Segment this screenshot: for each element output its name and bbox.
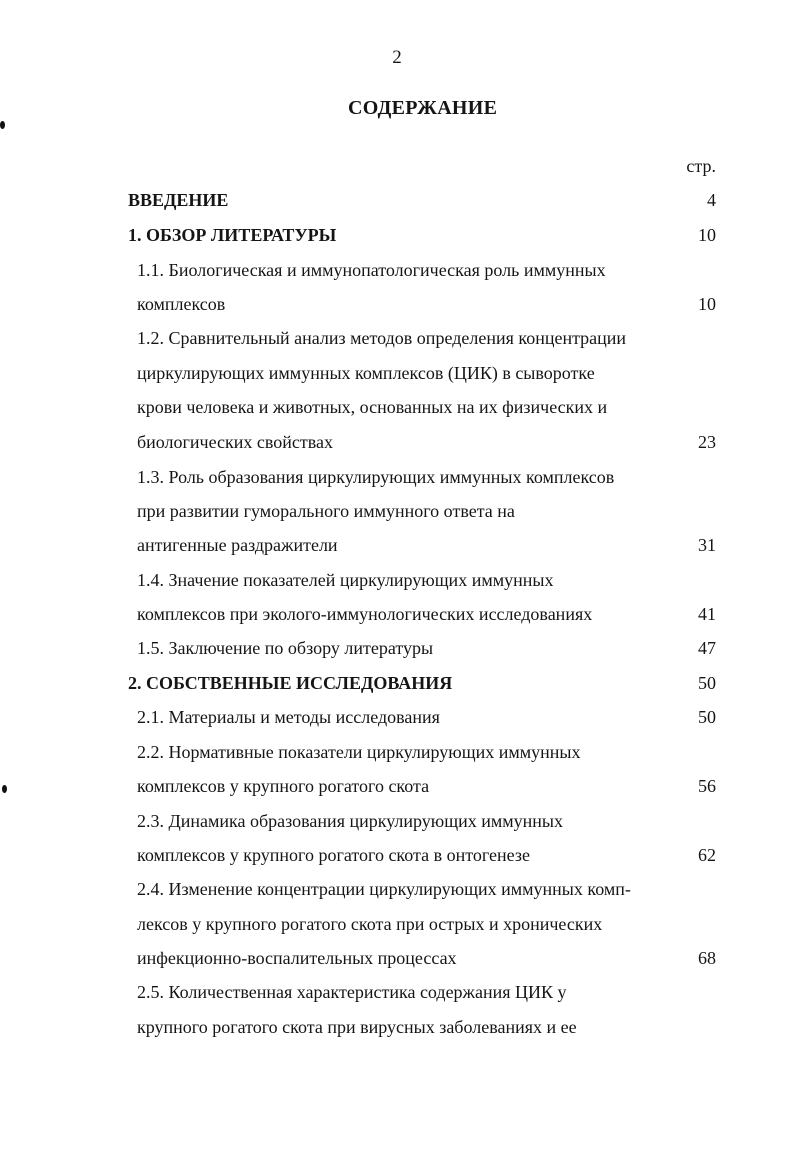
toc-line: комплексов при эколого-иммунологических исследованиях <box>137 604 593 624</box>
toc-section-title: ВВЕДЕНИЕ <box>128 190 229 210</box>
toc-line: при развитии гуморального иммунного ответа на <box>137 501 515 521</box>
toc-line: 1.5. Заключение по обзору литературы <box>137 638 434 658</box>
toc-line: 2.1. Материалы и методы исследования <box>137 707 440 727</box>
toc-section-title: 1. ОБЗОР ЛИТЕРАТУРЫ <box>128 225 337 245</box>
toc-line: биологических свойствах <box>137 432 334 452</box>
toc-line: лексов у крупного рогатого скота при острых и хронических <box>137 914 603 934</box>
toc-section-title: 2. СОБСТВЕННЫЕ ИССЛЕДОВАНИЯ <box>128 673 453 693</box>
page-title: СОДЕРЖАНИЕ <box>348 97 498 119</box>
page-number: 2 <box>392 47 402 68</box>
toc-page-number: 56 <box>698 776 716 796</box>
toc-page-number: 31 <box>698 535 716 555</box>
toc-page-number: 4 <box>707 190 716 210</box>
toc-line: крови человека и животных, основанных на их физических и <box>137 397 608 417</box>
toc-line: комплексов <box>137 294 226 314</box>
toc-line: комплексов у крупного рогатого скота <box>137 776 430 796</box>
toc-line: комплексов у крупного рогатого скота в онтогенезе <box>137 845 530 865</box>
toc-page-number: 10 <box>698 225 716 245</box>
toc-line: 1.3. Роль образования циркулирующих иммунных комплексов <box>137 467 615 487</box>
toc-line: циркулирующих иммунных комплексов (ЦИК) в сыворотке <box>137 363 595 383</box>
toc-line: 2.5. Количественная характеристика содержания ЦИК у <box>137 982 567 1002</box>
toc-page-number: 47 <box>698 638 716 658</box>
toc-page-number: 68 <box>698 948 716 968</box>
toc-line: крупного рогатого скота при вирусных заболеваниях и ее <box>137 1017 577 1037</box>
toc-line: 2.4. Изменение концентрации циркулирующих иммунных комп- <box>137 879 631 899</box>
toc-page-number: 62 <box>698 845 716 865</box>
scan-speck <box>0 121 5 129</box>
toc-line: 2.2. Нормативные показатели циркулирующих иммунных <box>137 742 581 762</box>
toc-line: 1.4. Значение показателей циркулирующих иммунных <box>137 570 554 590</box>
toc-page-number: 23 <box>698 432 716 452</box>
toc-line: антигенные раздражители <box>137 535 338 555</box>
toc-page-number: 50 <box>698 707 716 727</box>
toc-line: 1.2. Сравнительный анализ методов определения концентрации <box>137 328 627 348</box>
toc-line: 1.1. Биологическая и иммунопатологическая роль иммунных <box>137 260 606 280</box>
toc-line: 2.3. Динамика образования циркулирующих иммунных <box>137 811 564 831</box>
scan-speck <box>2 785 7 793</box>
toc-line: инфекционно-воспалительных процессах <box>137 948 457 968</box>
toc-page-number: 10 <box>698 294 716 314</box>
toc-page-number: 41 <box>698 604 716 624</box>
page-column-header: стр. <box>686 156 716 176</box>
toc-page-number: 50 <box>698 673 716 693</box>
